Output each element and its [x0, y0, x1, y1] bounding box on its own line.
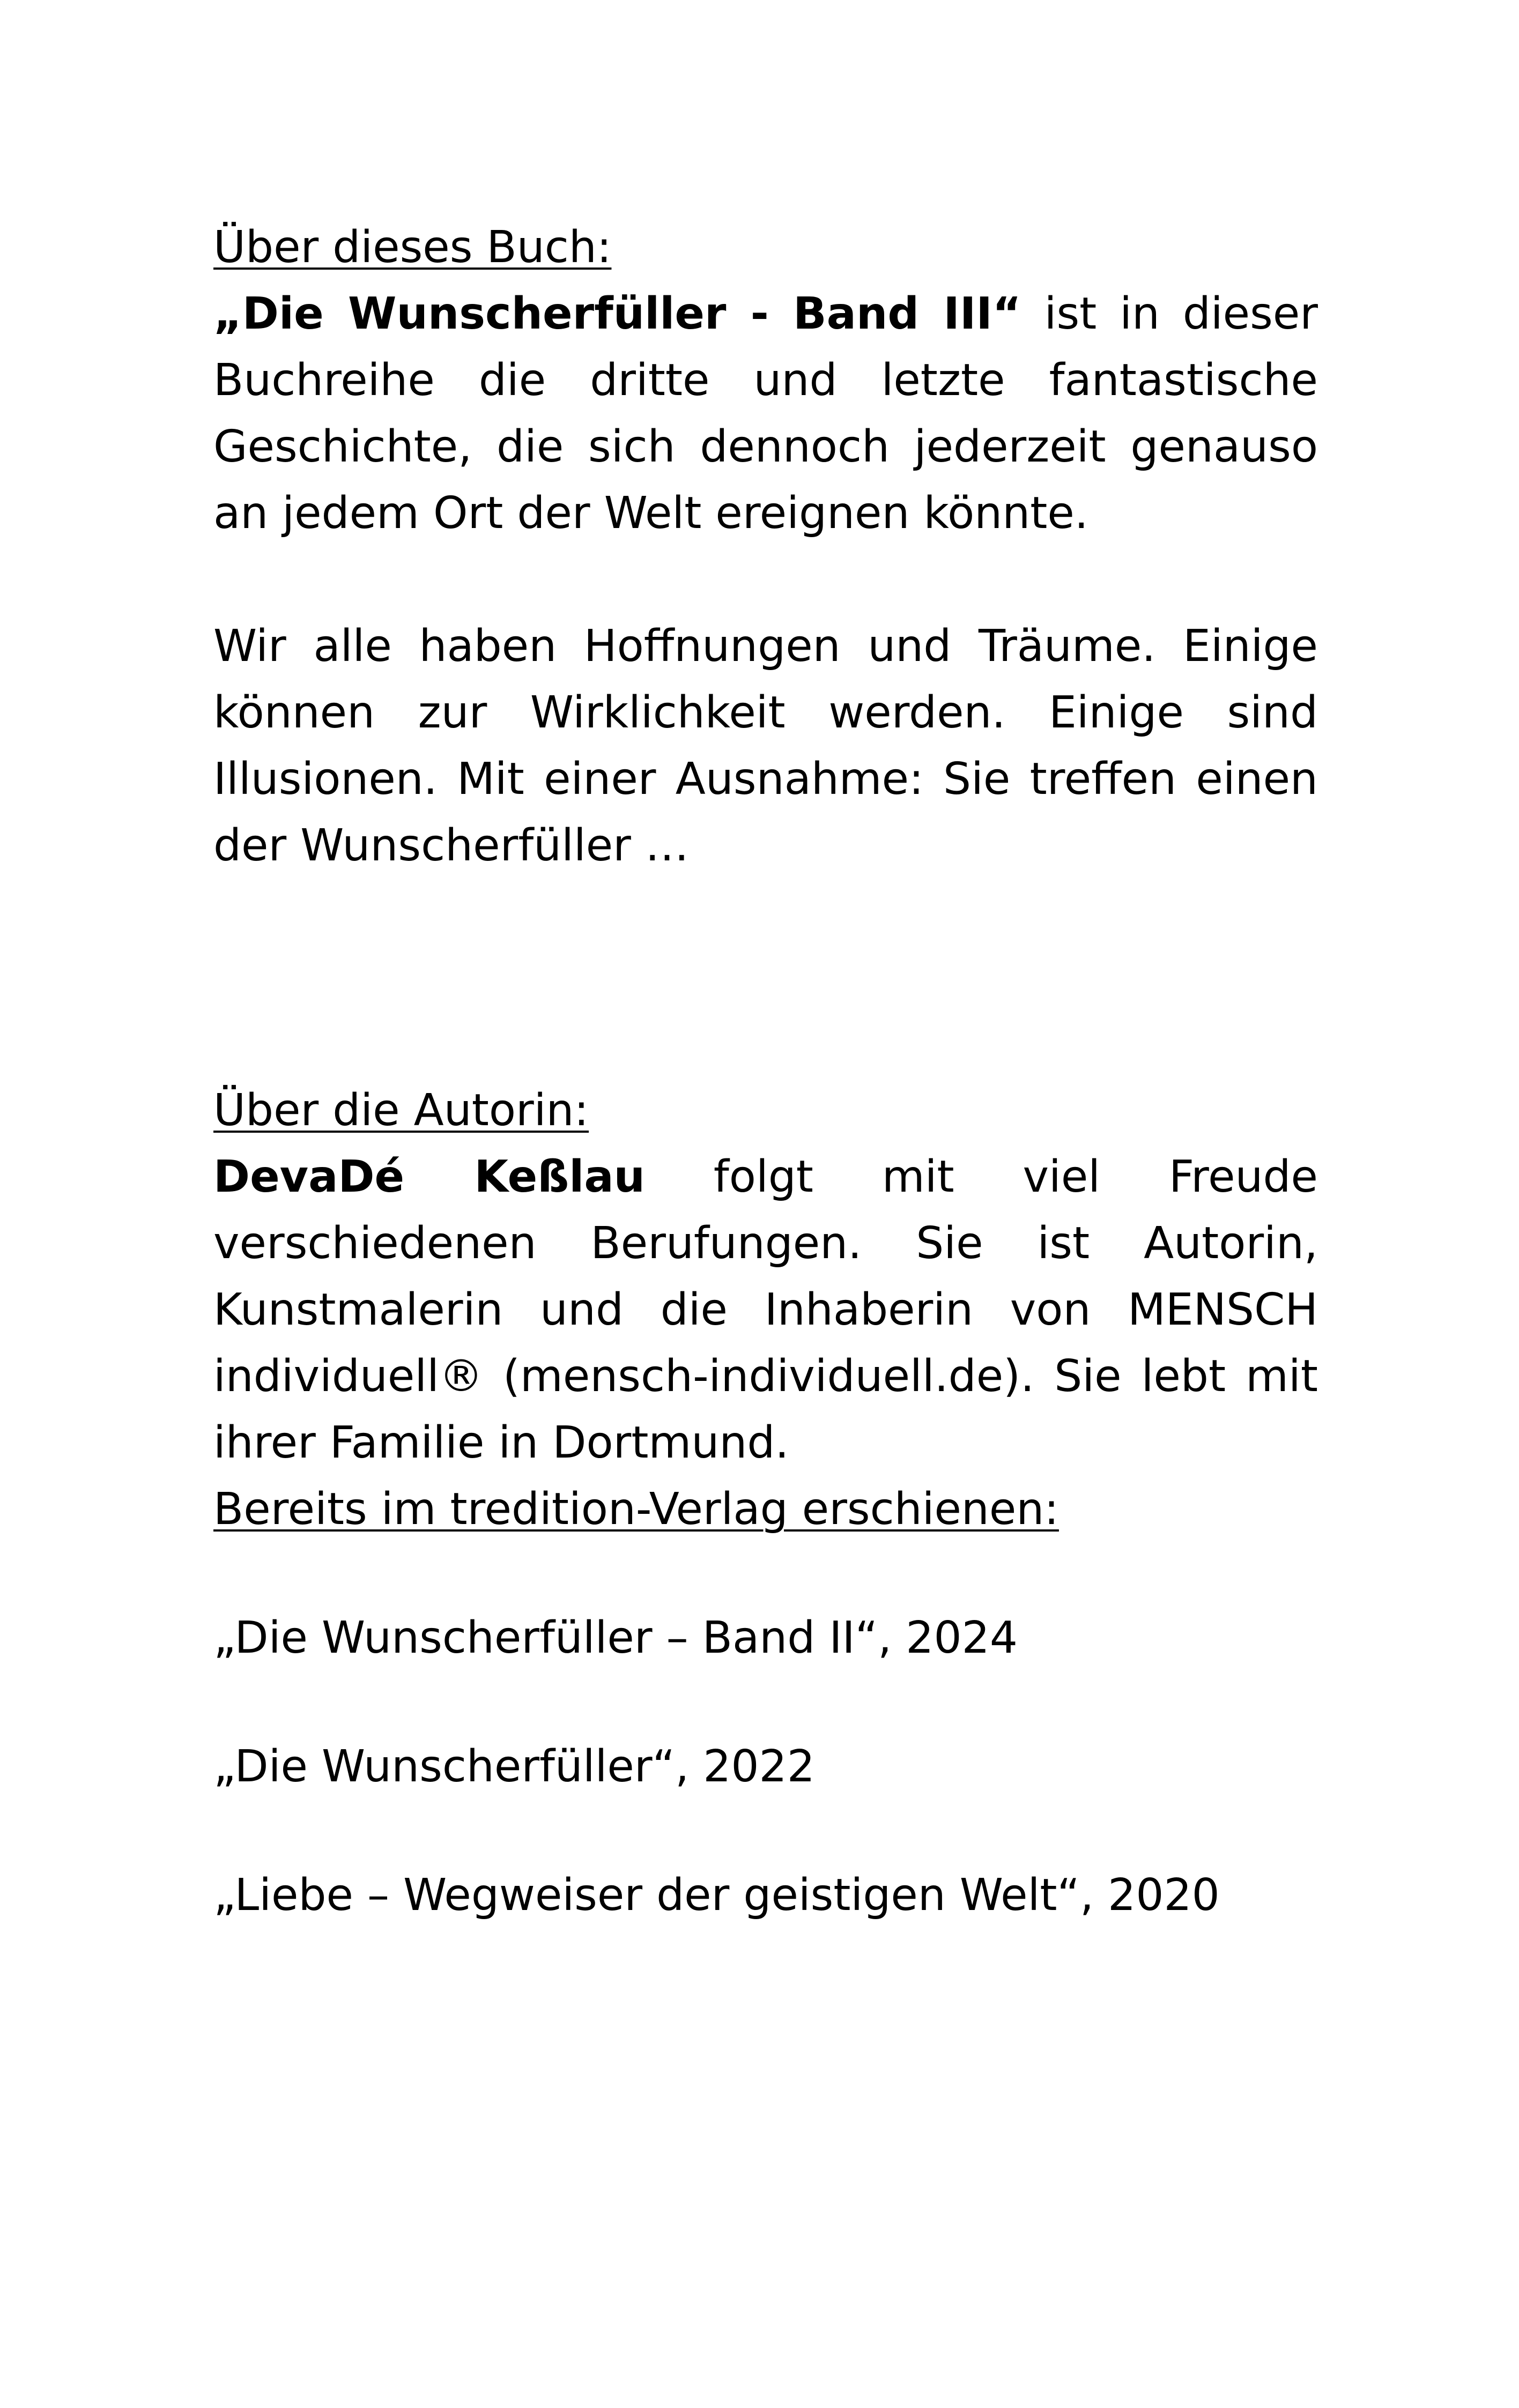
- book-teaser: Wir alle haben Hoffnungen und Träume. Einige können zur Wirklichkeit werden. Einige sind Illusionen. Mit einer Ausnahme: Sie treffen einen der Wunscherfüller …: [213, 621, 1318, 871]
- back-cover-page: [213, 0, 1318, 2408]
- published-book-item: „Die Wunscherfüller“, 2022: [213, 1741, 815, 1792]
- book-title: „Die Wunscherfüller - Band III“: [213, 288, 1021, 339]
- author-bio-text: folgt mit viel Freude verschiedenen Berufungen. Sie ist Autorin, Kunstmalerin und die Inhaberin von MENSCH individuell® (mensch-individuell.de). Sie lebt mit ihrer Familie in Dortmund.: [213, 1151, 1318, 1468]
- published-book-item: „Liebe – Wegweiser der geistigen Welt“, 2020: [213, 1870, 1220, 1921]
- published-book-item: „Die Wunscherfüller – Band II“, 2024: [213, 1612, 1018, 1663]
- about-author-heading: Über die Autorin:: [213, 1085, 589, 1136]
- author-bio: [213, 1144, 1318, 1476]
- about-book-description: [213, 281, 1318, 547]
- book-description-text: ist in dieser Buchreihe die dritte und letzte fantastische Geschichte, die sich dennoch jederzeit genauso an jedem Ort der Welt ereignen könnte.: [213, 288, 1318, 539]
- author-name: DevaDé Keßlau: [213, 1151, 646, 1202]
- published-heading: Bereits im tredition-Verlag erschienen:: [213, 1484, 1059, 1535]
- about-book-heading: Über dieses Buch:: [213, 222, 612, 273]
